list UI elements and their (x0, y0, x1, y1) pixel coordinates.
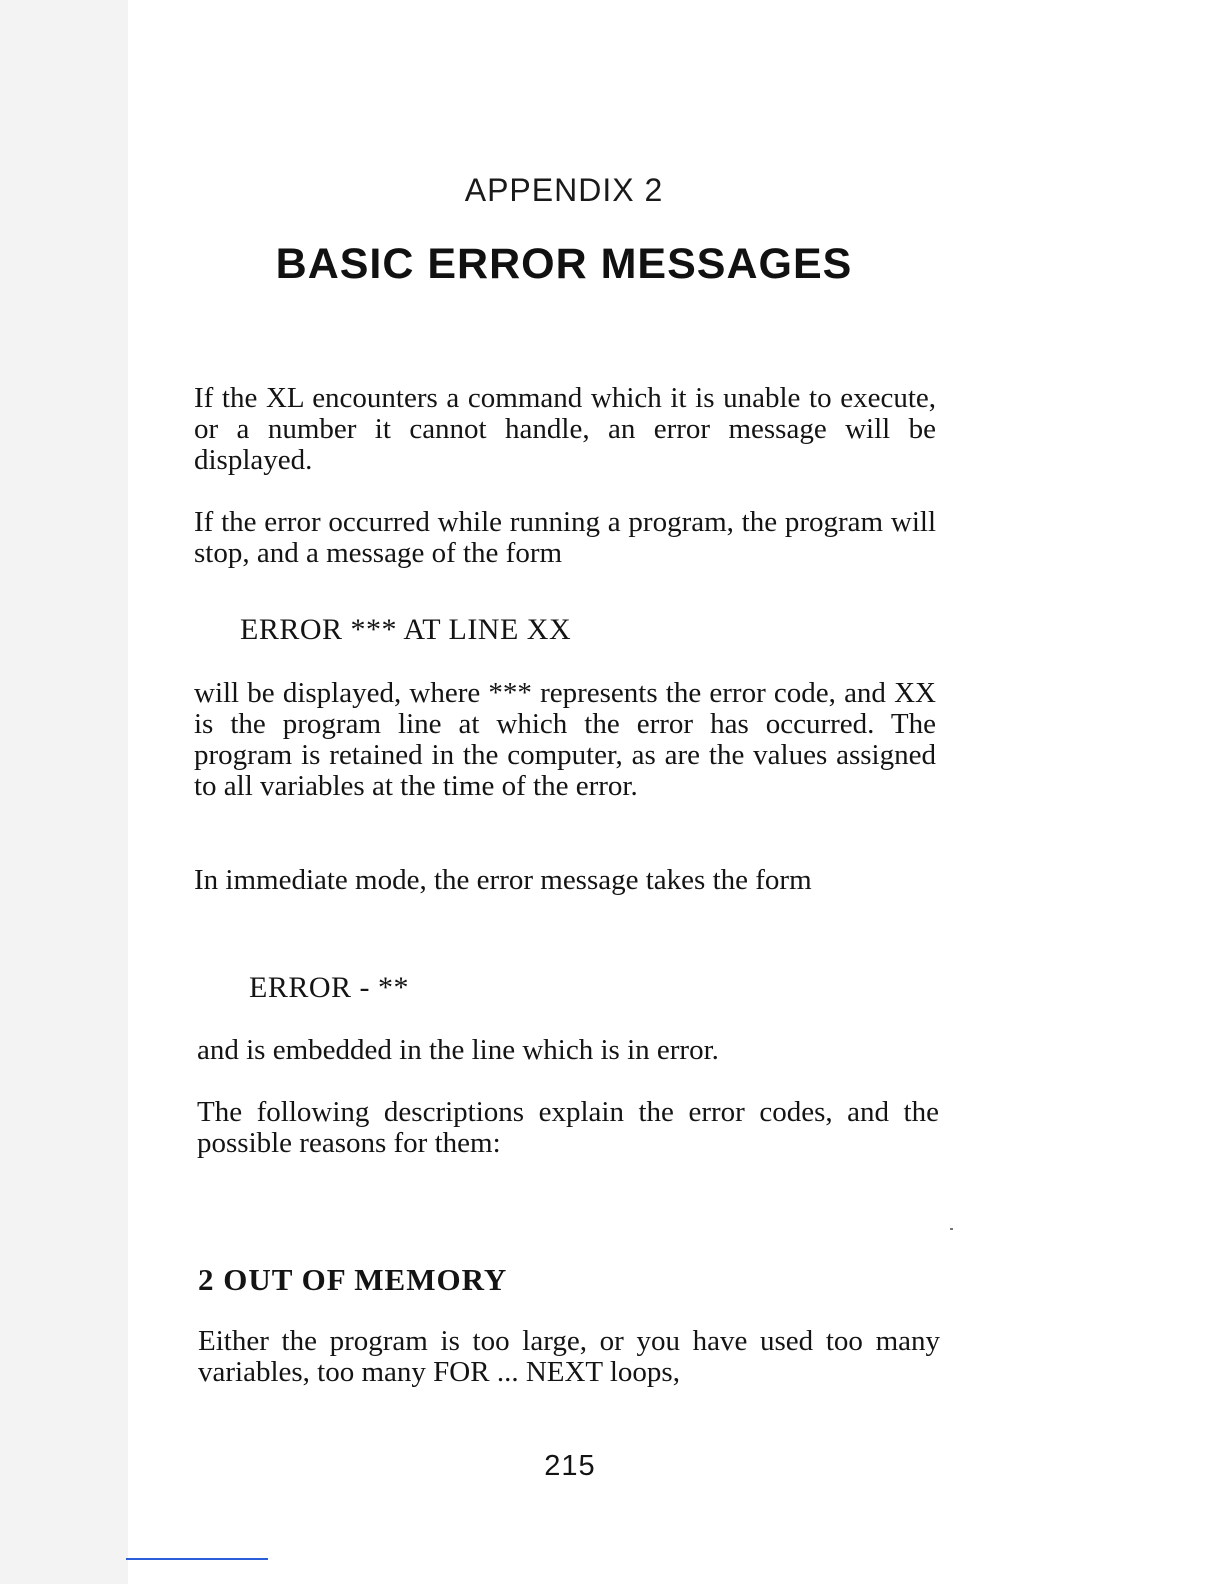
immediate-mode-paragraph: In immediate mode, the error message takes the form (194, 864, 812, 896)
page-margin-shade (0, 0, 128, 1584)
out-of-memory-description: Either the program is too large, or you have used too many variables, too many FOR ... NEXT loops, (198, 1325, 940, 1388)
section-heading-out-of-memory: 2 OUT OF MEMORY (198, 1262, 508, 1297)
immediate-error-example: ERROR - ** (249, 971, 410, 1004)
program-error-example: ERROR *** AT LINE XX (240, 613, 572, 646)
page-number: 215 (544, 1450, 596, 1482)
bottom-scan-line (126, 1558, 268, 1560)
intro-paragraph: If the XL encounters a command which it is unable to execute, or a number it cannot handle, an error message will be displayed. (194, 382, 936, 476)
scan-speck (950, 1228, 953, 1230)
embedded-paragraph: and is embedded in the line which is in error. (197, 1034, 719, 1066)
running-paragraph: If the error occurred while running a program, the program will stop, and a message of the form (194, 506, 936, 569)
page-title: BASIC ERROR MESSAGES (275, 240, 853, 288)
appendix-label: APPENDIX 2 (464, 172, 664, 208)
explanation-paragraph: will be displayed, where *** represents the error code, and XX is the program line at which the error has occurred. The program is retained in the computer, as are the values assigned to all variables at the time of the error. (194, 677, 936, 802)
following-paragraph: The following descriptions explain the error codes, and the possible reasons for them: (197, 1096, 939, 1159)
